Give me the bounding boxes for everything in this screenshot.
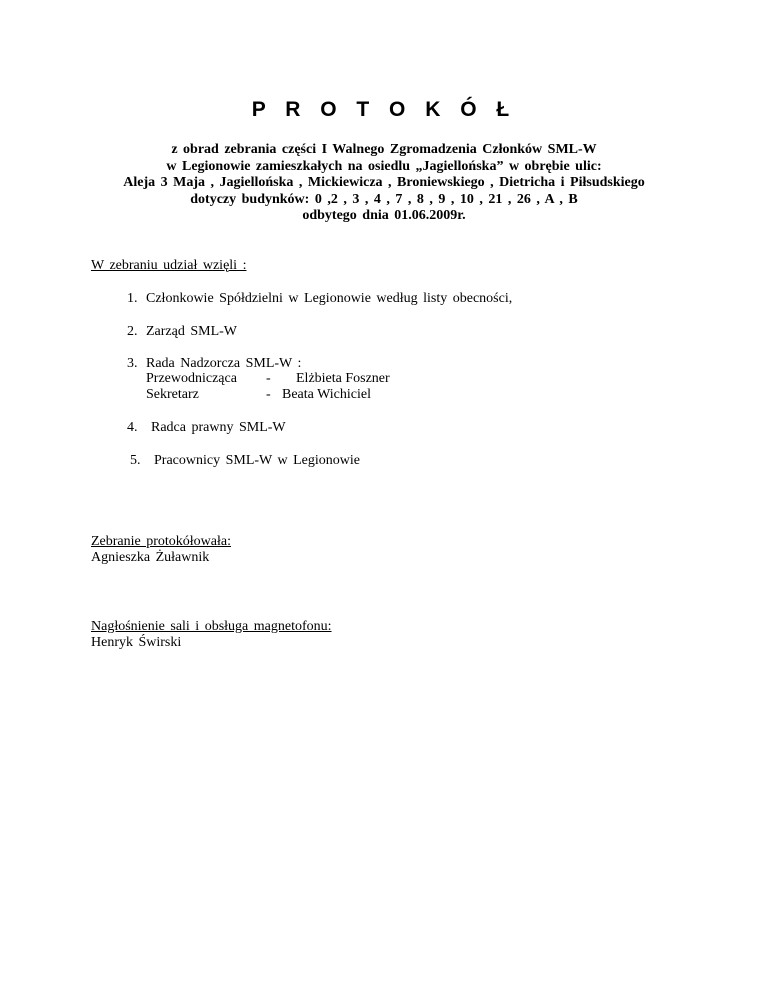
sound-name: Henryk Świrski (91, 635, 182, 650)
attendee-text: Zarząd SML-W (146, 324, 238, 339)
attendee-text: Członkowie Spółdzielni w Legionowie według listy obecności, (146, 291, 513, 306)
attendee-number: 3. (127, 356, 138, 371)
attendee-item (127, 291, 512, 307)
board-role: Przewodnicząca (146, 371, 237, 386)
attendee-item (127, 324, 237, 340)
attendee-text: Rada Nadzorcza SML-W : (146, 356, 302, 371)
board-name: Elżbieta Foszner (296, 371, 390, 386)
board-name: Beata Wichiciel (282, 387, 371, 402)
sound-label: Nagłośnienie sali i obsługa magnetofonu: (91, 619, 332, 634)
document-header (0, 142, 768, 225)
attendee-text: Radca prawny SML-W (151, 420, 286, 435)
attendee-number: 5. (130, 453, 141, 468)
attendee-item (127, 356, 301, 372)
board-role: Sekretarz (146, 387, 199, 402)
attendee-number: 1. (127, 291, 138, 306)
attendee-number: 2. (127, 324, 138, 339)
header-line: w Legionowie zamieszkałych na osiedlu „Jagiellońska” w obrębie ulic: (166, 158, 602, 174)
header-line: Aleja 3 Maja , Jagiellońska , Mickiewicza , Broniewskiego , Dietricha i Piłsudskiego (123, 175, 645, 190)
header-line: odbytego dnia 01.06.2009r. (302, 208, 466, 223)
attendee-number: 4. (127, 420, 138, 435)
board-dash: - (266, 387, 271, 402)
attendee-text: Pracownicy SML-W w Legionowie (154, 453, 360, 468)
document-title: P R O T O K Ó Ł (251, 98, 517, 121)
header-line: dotyczy budynków: 0 ,2 , 3 , 4 , 7 , 8 , 9 , 10 , 21 , 26 , A , B (190, 191, 578, 207)
minutes-name: Agnieszka Żuławnik (91, 550, 210, 565)
board-dash: - (266, 371, 271, 386)
header-line: z obrad zebrania części I Walnego Zgromadzenia Członków SML-W (171, 142, 597, 157)
attendees-heading: W zebraniu udział wzięli : (91, 258, 247, 273)
minutes-label: Zebranie protokółowała: (91, 534, 232, 549)
attendee-item (127, 420, 286, 436)
attendee-item (130, 453, 360, 469)
